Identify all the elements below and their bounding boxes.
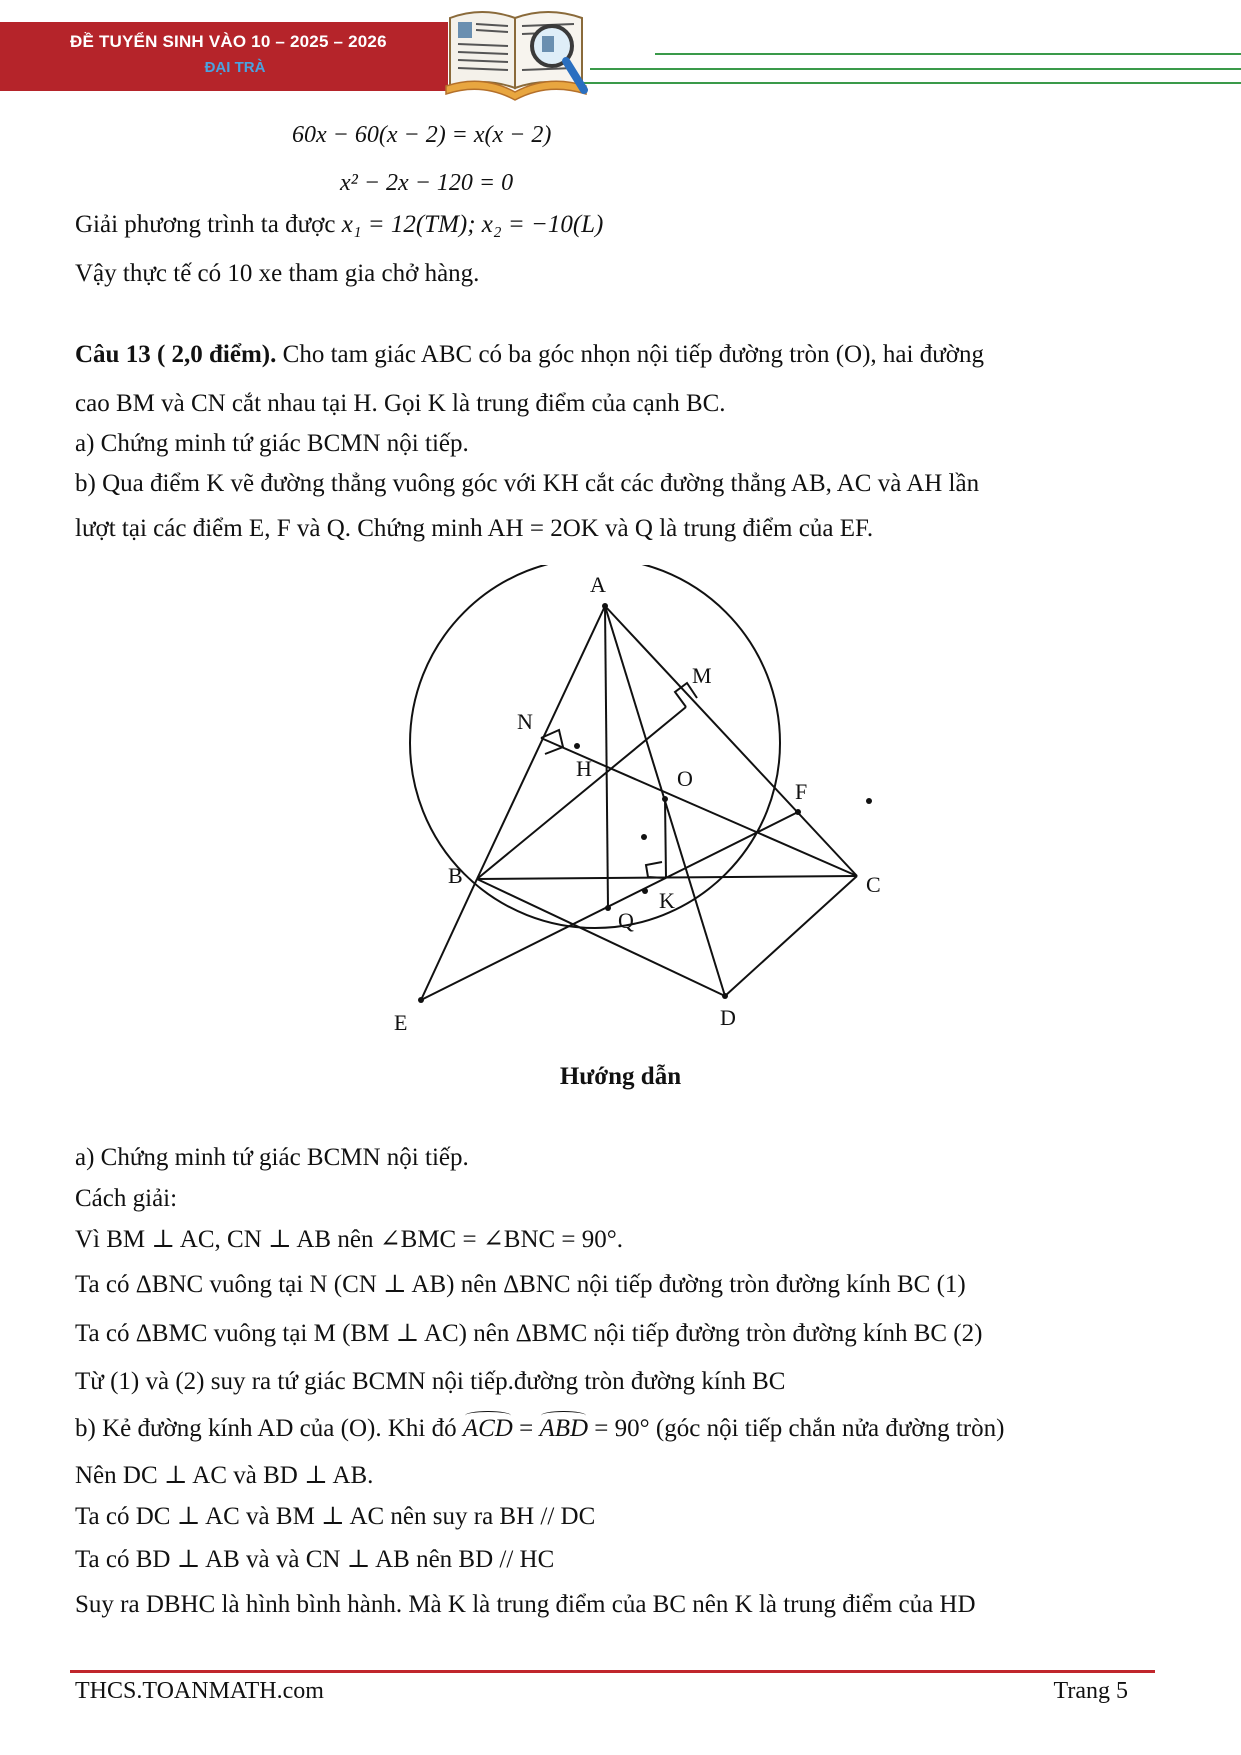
header-rule-top xyxy=(655,53,1241,55)
solution-line-4: Từ (1) và (2) suy ra tứ giác BCMN nội tiếp.đường tròn đường kính BC xyxy=(75,1368,786,1395)
solution-b-post: = 90° (góc nội tiếp chắn nửa đường tròn) xyxy=(594,1415,1005,1442)
right-angle-k xyxy=(646,862,666,878)
question-13-part-a: a) Chứng minh tứ giác BCMN nội tiếp. xyxy=(75,430,469,457)
solution-line-2: Ta có ΔBNC vuông tại N (CN ⊥ AB) nên ΔBNC nội tiếp đường tròn đường kính BC (1) xyxy=(75,1271,966,1298)
solution-a-title: a) Chứng minh tứ giác BCMN nội tiếp. xyxy=(75,1144,469,1171)
header-subtitle: ĐẠI TRÀ xyxy=(204,59,266,76)
point-e xyxy=(418,997,424,1003)
point-d xyxy=(722,993,728,999)
footer-site: THCS.TOANMATH.com xyxy=(75,1678,324,1704)
point-h-mark xyxy=(574,743,580,749)
question-13-intro: Cho tam giác ABC có ba góc nhọn nội tiếp đường tròn (O), hai đường xyxy=(282,341,984,368)
segment-cd xyxy=(725,876,857,996)
label-m: M xyxy=(692,663,712,688)
equation-1: 60x − 60(x − 2) = x(x − 2) xyxy=(292,122,552,148)
label-n: N xyxy=(517,709,533,734)
point-f xyxy=(795,809,801,815)
solution-line-3: Ta có ΔBMC vuông tại M (BM ⊥ AC) nên ΔBMC nội tiếp đường tròn đường kính BC (2) xyxy=(75,1320,983,1347)
footer-rule xyxy=(70,1670,1155,1673)
arc-angle-acd: ACD xyxy=(463,1413,513,1445)
question-13-part-b-1: b) Qua điểm K vẽ đường thẳng vuông góc với KH cắt các đường thẳng AB, AC và AH lần xyxy=(75,470,980,497)
question-13-line-1 xyxy=(75,339,1170,371)
point-o xyxy=(662,796,668,802)
point-circle-right xyxy=(866,798,872,804)
segment-bm xyxy=(477,707,686,879)
label-a: A xyxy=(590,572,606,597)
label-c: C xyxy=(866,872,881,897)
point-ah-foot xyxy=(605,905,611,911)
solution-b-eq: = xyxy=(519,1415,534,1442)
question-13-label: Câu 13 ( 2,0 điểm). xyxy=(75,341,277,368)
solution-line-1: Vì BM ⊥ AC, CN ⊥ AB nên ∠BMC = ∠BNC = 90°. xyxy=(75,1226,624,1253)
conclusion: Vậy thực tế có 10 xe tham gia chở hàng. xyxy=(75,260,480,287)
solution-line-7: Ta có BD ⊥ AB và và CN ⊥ AB nên BD // HC xyxy=(75,1546,555,1573)
geometry-figure xyxy=(380,565,900,1040)
label-d: D xyxy=(720,1005,736,1030)
segment-ah xyxy=(605,606,608,908)
label-f: F xyxy=(795,779,808,804)
question-13-line-2: cao BM và CN cắt nhau tại H. Gọi K là trung điểm của cạnh BC. xyxy=(75,390,726,417)
solution-b-line xyxy=(75,1413,1170,1445)
solution-line-5: Nên DC ⊥ AC và BD ⊥ AB. xyxy=(75,1462,374,1489)
label-h: H xyxy=(576,756,592,781)
segment-ab xyxy=(477,606,605,879)
question-13-part-b-2: lượt tại các điểm E, F và Q. Chứng minh AH = 2OK và Q là trung điểm của EF. xyxy=(75,515,874,542)
solve-roots: x₁ = 12(TM); x₂ = −10(L) xyxy=(341,211,604,238)
header-rule-middle xyxy=(590,68,1241,70)
label-b: B xyxy=(448,863,463,888)
point-a xyxy=(602,603,608,609)
footer-page-number: Trang 5 xyxy=(1053,1678,1128,1704)
header-title: ĐỀ TUYỂN SINH VÀO 10 – 2025 – 2026 xyxy=(70,32,387,51)
header-rule-bottom xyxy=(580,82,1241,84)
arc-angle-abd: ABD xyxy=(539,1413,588,1445)
guide-title: Hướng dẫn xyxy=(559,1063,682,1090)
circle-o xyxy=(410,565,780,928)
segment-be xyxy=(421,879,477,1000)
label-k: K xyxy=(659,888,675,913)
method-label: Cách giải: xyxy=(75,1185,178,1212)
equation-2: x² − 2x − 120 = 0 xyxy=(340,170,514,196)
segment-bd xyxy=(477,879,725,996)
label-q: Q xyxy=(618,908,634,933)
solve-line xyxy=(75,209,1170,241)
book-magnifier-icon xyxy=(442,0,592,104)
solution-b-pre: b) Kẻ đường kính AD của (O). Khi đó xyxy=(75,1415,457,1442)
solution-line-8: Suy ra DBHC là hình bình hành. Mà K là trung điểm của BC nên K là trung điểm của HD xyxy=(75,1591,976,1618)
label-e: E xyxy=(394,1010,408,1035)
point-q-mark xyxy=(642,888,648,894)
label-o: O xyxy=(677,766,693,791)
segment-ok xyxy=(665,799,666,878)
solution-line-6: Ta có DC ⊥ AC và BM ⊥ AC nên suy ra BH // DC xyxy=(75,1503,596,1530)
solve-text: Giải phương trình ta được xyxy=(75,211,336,238)
point-mid xyxy=(641,834,647,840)
